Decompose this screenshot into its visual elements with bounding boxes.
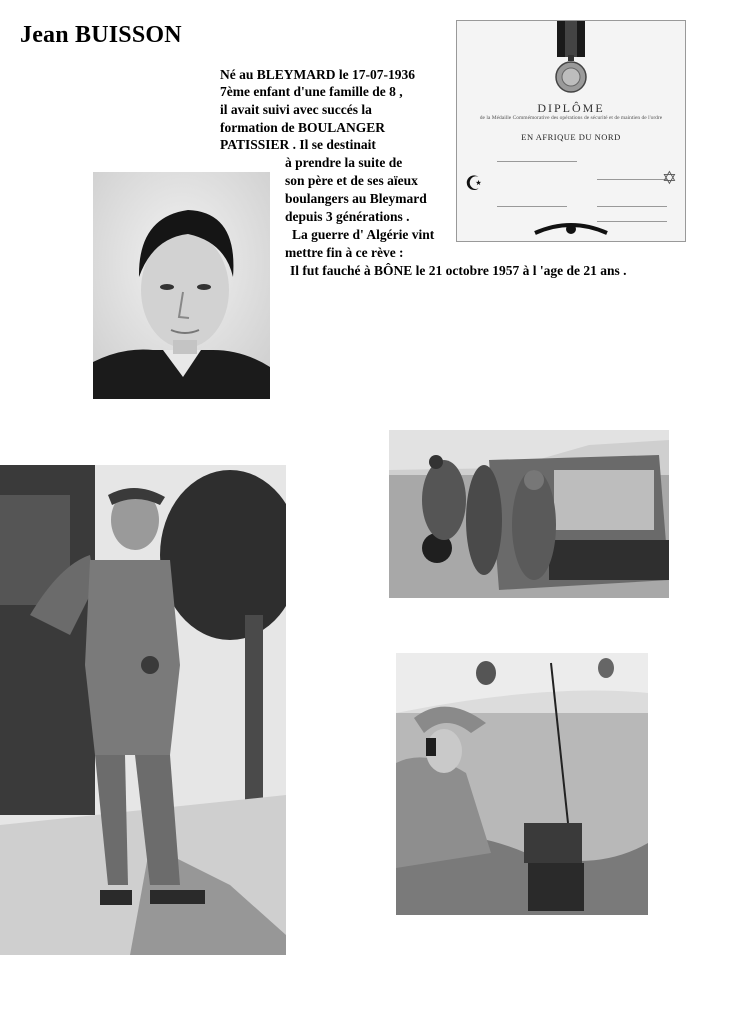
bio-line: depuis 3 générations . [285,209,410,224]
bio-line: il avait suivi avec succés la [220,102,372,117]
bio-line: 7ème enfant d'une famille de 8 , [220,84,403,99]
bio-line: son père et de ses aïeux [285,173,418,188]
radio-operator-image [396,653,648,915]
jeep-image [389,430,669,598]
bio-line: La guerre d' Algérie vint [292,227,435,242]
crescent-star-icon: ☪ [465,173,483,195]
page-title: Jean BUISSON [20,22,182,48]
divider [497,206,567,207]
star-icon: ✡ [661,168,677,188]
jeep-photo [389,430,669,598]
divider [597,206,667,207]
diploma-region: EN AFRIQUE DU NORD [521,132,621,142]
soldier-standing-image [0,465,286,955]
portrait-image [93,172,270,399]
radio-operator-photo [396,653,648,915]
bio-line: mettre fin à ce rève : [285,245,404,260]
diploma-title: DIPLÔME [537,101,605,115]
diploma-subtitle: de la Médaille Commémorative des opérations de sécurité et de maintien de l'ordre [479,115,663,121]
bio-line: Il fut fauché à BÔNE le 21 octobre 1957 à l 'age de 21 ans . [290,263,627,278]
soldier-standing-photo [0,465,286,955]
diploma-image [456,20,686,242]
bio-line: PATISSIER . Il se destinait [220,137,376,152]
divider [597,221,667,222]
divider [497,161,577,162]
bio-line: à prendre la suite de [285,155,403,170]
bio-line: Né au BLEYMARD le 17-07-1936 [220,67,415,82]
bio-line: formation de BOULANGER [220,120,385,135]
bio-line: boulangers au Bleymard [285,191,427,206]
portrait-photo [93,172,270,399]
divider [597,179,667,180]
